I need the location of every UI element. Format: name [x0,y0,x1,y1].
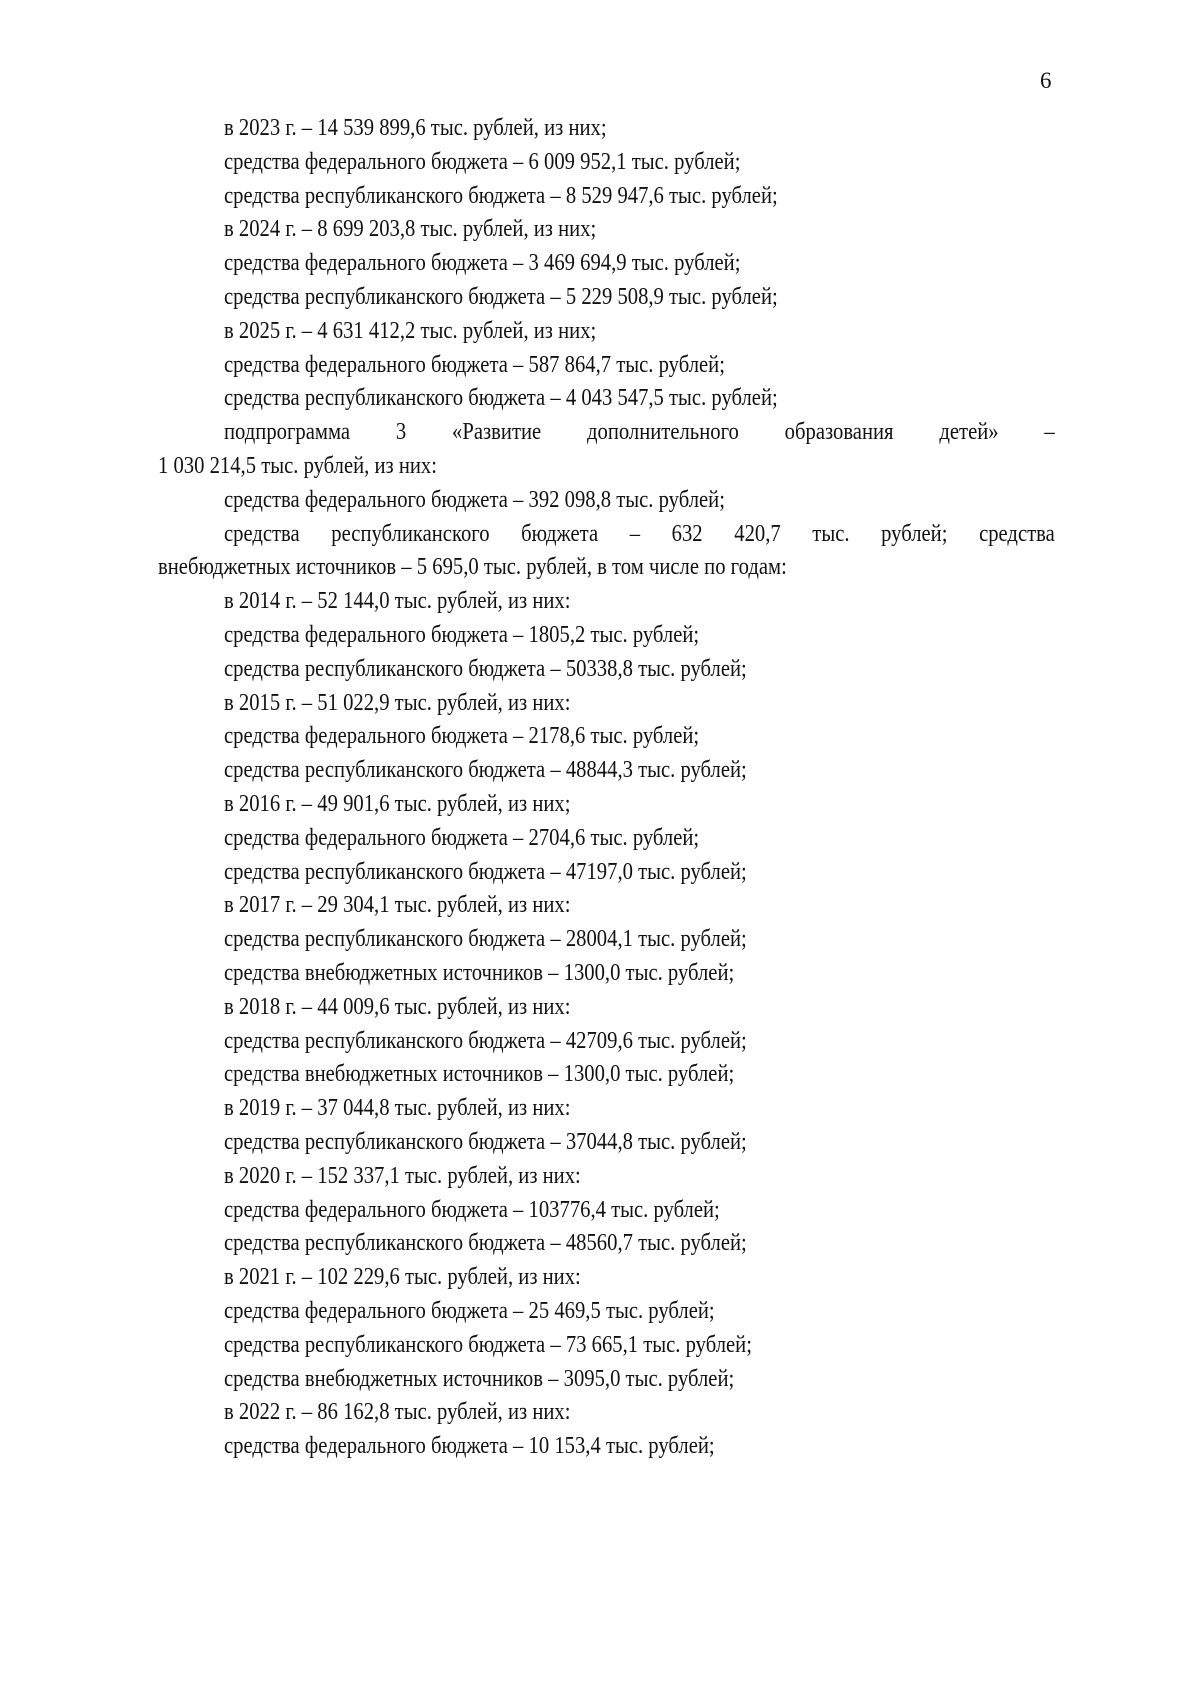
text-line: в 2025 г. – 4 631 412,2 тыс. рублей, из них; [224,317,597,344]
text-line: средства федерального бюджета – 25 469,5 тыс. рублей; [224,1298,715,1324]
text-line: в 2014 г. – 52 144,0 тыс. рублей, из них: [224,588,571,615]
text-line: средства республиканского бюджета – 42709,6 тыс. рублей; [224,1027,747,1054]
text-line: 1 030 214,5 тыс. рублей, из них: [158,453,437,479]
text-line: средства федерального бюджета – 3 469 694,9 тыс. рублей; [224,250,741,277]
text-line: средства республиканского бюджета – 50338,8 тыс. рублей; [224,655,747,682]
page-number: 6 [1040,68,1052,93]
text-line: подпрограмма 3 «Развитие дополнительного образования детей» – [224,419,1055,446]
text-line: средства федерального бюджета – 10 153,4 тыс. рублей; [224,1433,715,1460]
text-line: в 2024 г. – 8 699 203,8 тыс. рублей, из них; [224,216,597,243]
text-line: средства республиканского бюджета – 5 229 508,9 тыс. рублей; [224,284,778,310]
text-line: внебюджетных источников – 5 695,0 тыс. рублей, в том числе по годам: [158,554,787,581]
text-line: средства республиканского бюджета – 37044,8 тыс. рублей; [224,1129,747,1155]
text-line: в 2020 г. – 152 337,1 тыс. рублей, из них: [224,1162,581,1189]
text-line: средства федерального бюджета – 587 864,7 тыс. рублей; [224,351,725,378]
text-line: в 2017 г. – 29 304,1 тыс. рублей, из них: [224,892,571,919]
text-line: средства республиканского бюджета – 632 420,7 тыс. рублей; средства [224,520,1055,547]
text-line: средства республиканского бюджета – 73 665,1 тыс. рублей; [224,1331,752,1358]
text-line: в 2019 г. – 37 044,8 тыс. рублей, из них: [224,1095,571,1122]
text-line: в 2018 г. – 44 009,6 тыс. рублей, из них: [224,993,571,1020]
text-line: средства федерального бюджета – 2704,6 тыс. рублей; [224,824,700,851]
text-line: средства федерального бюджета – 1805,2 тыс. рублей; [224,622,700,648]
text-line: средства республиканского бюджета – 4 043 547,5 тыс. рублей; [224,385,778,412]
text-line: средства федерального бюджета – 103776,4 тыс. рублей; [224,1196,720,1223]
text-line: в 2022 г. – 86 162,8 тыс. рублей, из них: [224,1399,571,1426]
text-line: средства внебюджетных источников – 1300,0 тыс. рублей; [224,1061,735,1088]
text-line: средства внебюджетных источников – 3095,0 тыс. рублей; [224,1365,735,1392]
text-line: в 2015 г. – 51 022,9 тыс. рублей, из них: [224,689,571,716]
text-line: средства республиканского бюджета – 28004,1 тыс. рублей; [224,926,747,953]
text-line: средства республиканского бюджета – 48844,3 тыс. рублей; [224,757,747,784]
text-line: средства федерального бюджета – 6 009 952,1 тыс. рублей; [224,148,741,175]
text-line: средства республиканского бюджета – 48560,7 тыс. рублей; [224,1230,747,1257]
text-line: средства федерального бюджета – 2178,6 тыс. рублей; [224,723,700,750]
text-line: средства федерального бюджета – 392 098,8 тыс. рублей; [224,486,725,513]
text-line: средства республиканского бюджета – 47197,0 тыс. рублей; [224,858,747,885]
text-line: средства внебюджетных источников – 1300,0 тыс. рублей; [224,960,735,986]
text-line: в 2021 г. – 102 229,6 тыс. рублей, из них: [224,1264,581,1291]
text-line: средства республиканского бюджета – 8 529 947,6 тыс. рублей; [224,182,778,209]
text-line: в 2016 г. – 49 901,6 тыс. рублей, из них; [224,791,571,817]
text-line: в 2023 г. – 14 539 899,6 тыс. рублей, из них; [224,115,607,141]
